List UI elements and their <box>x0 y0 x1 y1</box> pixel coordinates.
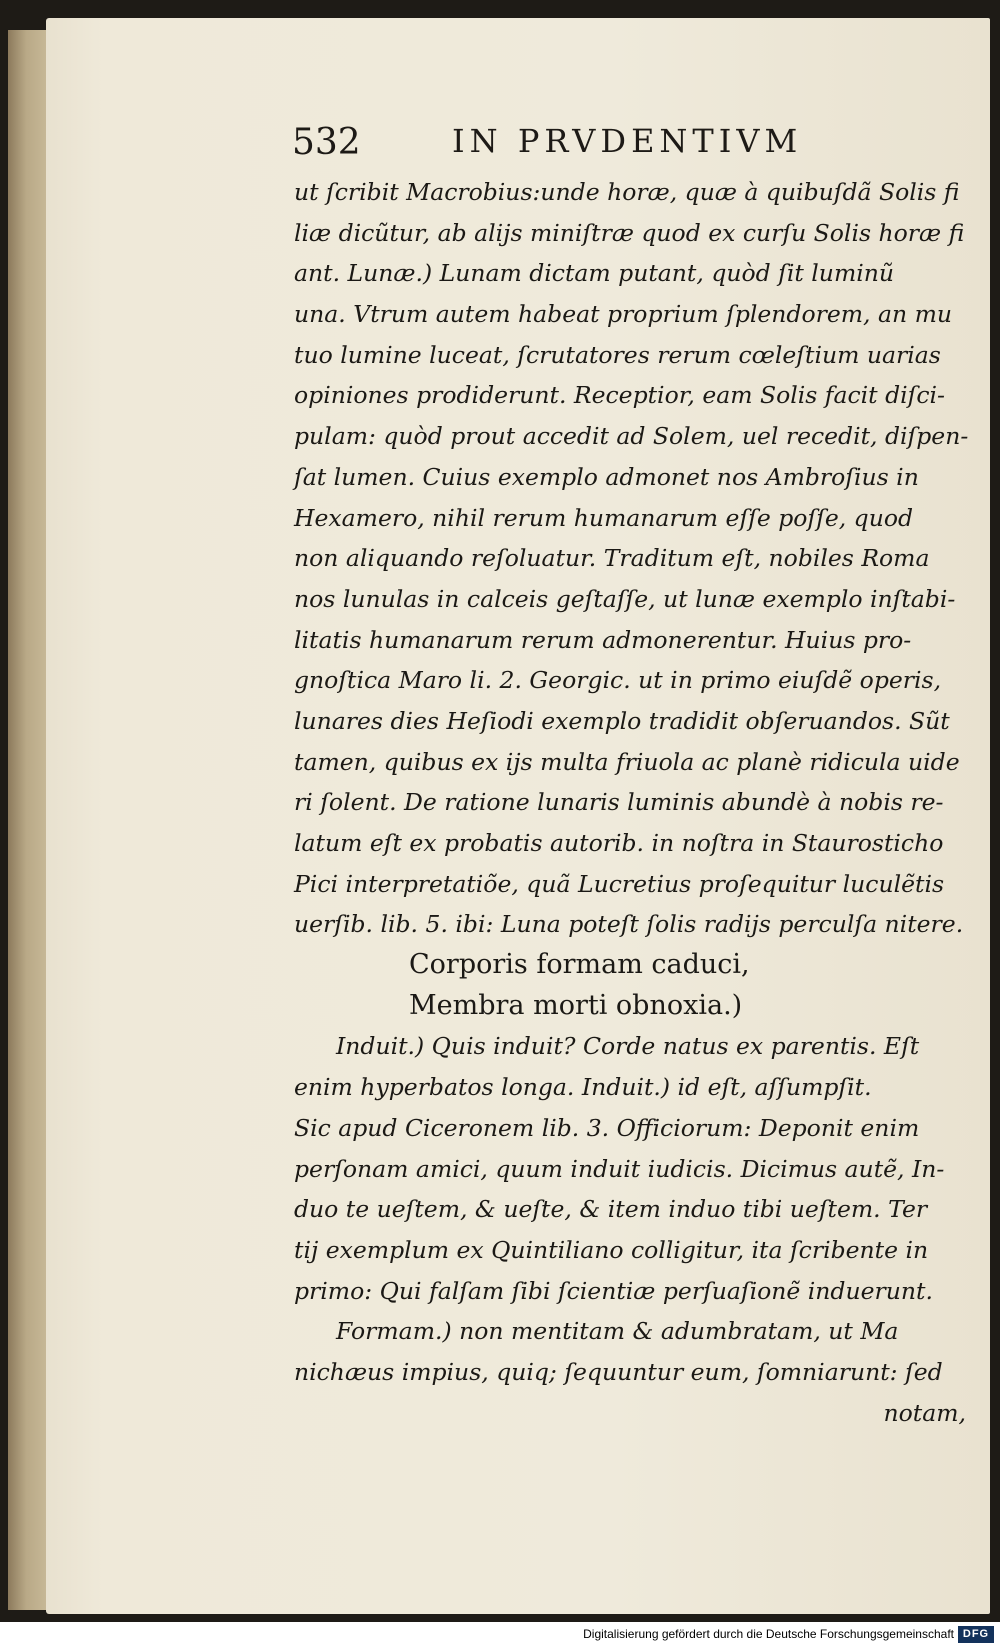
text-line: nos lunulas in calceis geſtaſſe, ut lunæ exemplo inſtabi- <box>294 584 956 613</box>
catchword: notam, <box>883 1398 966 1427</box>
text-line: gnoſtica Maro li. 2. Georgic. ut in primo eiuſdẽ operis, <box>294 666 942 695</box>
text-line: Formam.) non mentitam & adumbratam, ut Ma <box>336 1317 899 1346</box>
running-title: IN PRVDENTIVM <box>452 122 803 160</box>
text-line: liæ dicũtur, ab alijs miniſtræ quod ex curſu Solis horæ fi <box>294 218 965 247</box>
text-line: opiniones prodiderunt. Receptior, eam Solis facit diſci- <box>294 381 945 410</box>
text-line: Pici interpretatiõe, quã Lucretius proſequitur luculẽtis <box>294 869 945 898</box>
page-number: 532 <box>292 122 361 163</box>
digitization-footer <box>0 1622 1000 1648</box>
text-line: Sic apud Ciceronem lib. 3. Officiorum: Deponit enim <box>294 1113 920 1142</box>
text-line: nichæus impius, quiq; ſequuntur eum, ſomniarunt: ſed <box>294 1357 943 1386</box>
text-line: tamen, quibus ex ijs multa friuola ac planè ridicula uide <box>294 747 960 776</box>
text-line: Induit.) Quis induit? Corde natus ex parentis. Eſt <box>336 1032 920 1061</box>
page-header <box>292 122 852 162</box>
text-line: tuo lumine luceat, ſcrutatores rerum cœleſtium uarias <box>294 340 941 369</box>
text-line: Hexamero, nihil rerum humanarum eſſe poſſe, quod <box>294 503 914 532</box>
commentary-text <box>294 172 974 1433</box>
text-line: uerſib. lib. 5. ibi: Luna poteſt ſolis radijs perculſa nitere. <box>294 910 964 939</box>
text-line: lunares dies Heſiodi exemplo tradidit obſeruandos. Sũt <box>294 706 950 735</box>
text-line: primo: Qui falſam ſibi ſcientiæ perſuaſionẽ induerunt. <box>294 1276 933 1305</box>
text-line: ſat lumen. Cuius exemplo admonet nos Ambroſius in <box>294 462 919 491</box>
text-line: ri ſolent. De ratione lunaris luminis abundè à nobis re- <box>294 788 944 817</box>
text-line: pulam: quòd prout accedit ad Solem, uel recedit, diſpen- <box>294 422 969 451</box>
text-line: non aliquando reſoluatur. Traditum eſt, nobiles Roma <box>294 544 930 573</box>
text-line: una. Vtrum autem habeat proprium ſplendorem, an mu <box>294 300 953 329</box>
text-line: enim hyperbatos longa. Induit.) id eſt, aſſumpſit. <box>294 1073 872 1102</box>
funding-credit: Digitalisierung gefördert durch die Deutsche Forschungsgemeinschaft <box>583 1627 954 1641</box>
text-line: duo te ueſtem, & ueſte, & item induo tibi ueſtem. Ter <box>294 1195 928 1224</box>
verse-line: Corporis formam caduci, <box>409 949 750 981</box>
text-line: ut ſcribit Macrobius:unde horæ, quæ à quibuſdã Solis fi <box>294 178 960 206</box>
text-line: ant. Lunæ.) Lunam dictam putant, quòd ſit luminũ <box>294 259 895 288</box>
text-line: litatis humanarum rerum admonerentur. Huius pro- <box>294 625 912 654</box>
text-line: latum eſt ex probatis autorib. in noſtra in Staurosticho <box>294 829 944 857</box>
dfg-logo-icon: DFG <box>958 1626 994 1643</box>
verse-line: Membra morti obnoxia.) <box>409 989 743 1021</box>
text-line: perſonam amici, quum induit iudicis. Dicimus autẽ, In- <box>294 1154 945 1183</box>
text-line: tij exemplum ex Quintiliano colligitur, ita ſcribente in <box>294 1235 929 1264</box>
